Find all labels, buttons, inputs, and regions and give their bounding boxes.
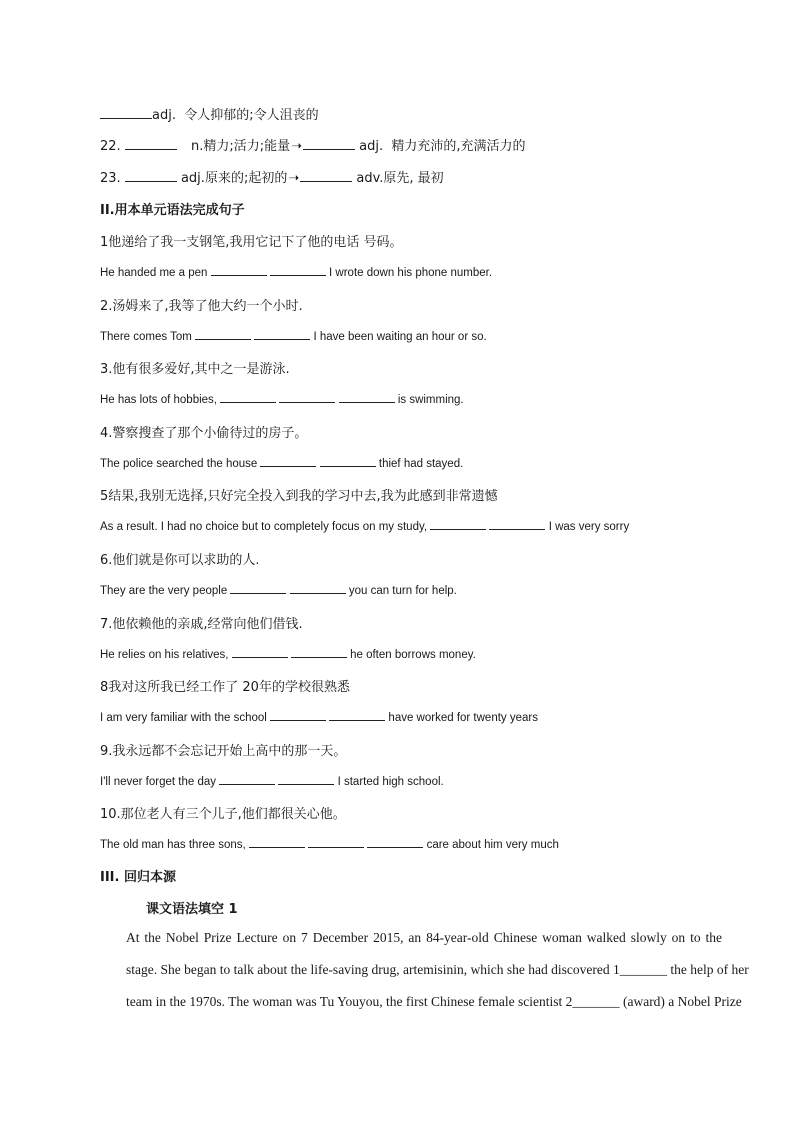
chinese-prompt: 4.警察搜查了那个小偷待过的房子。 [100,425,308,441]
sentence-end: thief had stayed. [378,457,464,470]
answer-blank[interactable] [220,390,276,403]
sentence-end: he often borrows money. [350,648,476,661]
answer-blank[interactable] [254,327,310,340]
sentence-start: The old man has three sons, [100,839,246,852]
item-number: 22. [100,139,121,154]
english-sentence [100,581,457,597]
english-sentence [100,708,538,724]
sentence-start: They are the very people [100,585,228,597]
part-of-speech: adj. [180,171,205,186]
english-sentence [100,835,559,851]
vocab-meaning: 原先, 最初 [383,171,444,186]
answer-blank[interactable] [219,772,275,785]
chinese-prompt: 3.他有很多爱好,其中之一是游泳. [100,362,290,378]
english-sentence [100,517,629,533]
arrow-right-icon: ➝ [291,139,303,154]
answer-blank[interactable] [367,835,423,848]
chinese-prompt: 7.他依赖他的亲戚,经常向他们借钱. [100,616,303,632]
answer-blank[interactable] [278,772,334,785]
sentence-end: care about him very much [426,839,559,852]
sentence-end: I wrote down his phone number. [329,267,493,279]
chinese-prompt: 10.那位老人有三个儿子,他们都很关心他。 [100,807,346,823]
answer-blank[interactable] [195,327,251,340]
arrow-right-icon: ➝ [288,171,300,186]
answer-blank[interactable] [279,390,335,403]
english-sentence [100,263,492,279]
sentence-end: is swimming. [397,394,464,407]
chinese-prompt: 6.他们就是你可以求助的人. [100,553,260,568]
vocab-line-22 [100,135,526,154]
part-of-speech: n. [190,139,204,154]
section-heading-review: III. 回归本源 [100,870,176,885]
answer-blank[interactable] [320,454,376,467]
part-of-speech: adv. [356,171,384,186]
sentence-end: have worked for twenty years [388,712,538,725]
answer-blank[interactable] [303,137,355,150]
part-of-speech: adj. [359,139,384,154]
sentence-end: I have been waiting an hour or so. [313,330,487,343]
item-number: 23. [100,171,121,186]
chinese-prompt: 1他递给了我一支钢笔,我用它记下了他的电话 号码。 [100,235,403,250]
answer-blank[interactable] [249,835,305,848]
vocab-meaning: 精力充沛的,充满活力的 [391,139,526,154]
answer-blank[interactable] [270,263,326,276]
vocab-line-23 [100,167,444,186]
answer-blank[interactable] [329,708,385,721]
sentence-start: There comes Tom [100,330,192,343]
answer-blank[interactable] [125,137,177,150]
chinese-prompt: 8我对这所我已经工作了 20年的学校很熟悉 [100,680,350,696]
answer-blank[interactable] [291,645,347,658]
sentence-start: He relies on his relatives, [100,648,229,661]
answer-blank[interactable] [232,645,288,658]
vocab-meaning: 原来的;起初的 [204,171,288,186]
answer-blank[interactable] [100,106,152,119]
answer-blank[interactable] [430,517,486,530]
section-heading-grammar: II.用本单元语法完成句子 [100,203,245,218]
answer-blank[interactable] [125,169,177,182]
sentence-start: The police searched the house [100,457,258,470]
sentence-start: He has lots of hobbies, [100,394,217,407]
answer-blank[interactable] [489,517,545,530]
chinese-prompt: 5结果,我别无选择,只好完全投入到我的学习中去,我为此感到非常遗憾 [100,489,498,505]
reading-passage [100,922,749,1018]
chinese-prompt: 9.我永远都不会忘记开始上高中的那一天。 [100,743,347,759]
english-sentence [100,390,464,406]
vocab-meaning: 精力;活力;能量 [203,139,291,154]
answer-blank[interactable] [339,390,395,403]
part-of-speech: adj. [152,108,176,123]
passage-line: stage. She began to talk about the life-saving drug, artemisinin, which she had discovered 1_______ the help of her [126,962,749,977]
answer-blank[interactable] [290,581,346,594]
sentence-start: As a result. I had no choice but to completely focus on my study, [100,521,428,534]
passage-line: At the Nobel Prize Lecture on 7 December 2015, an 84-year-old Chinese woman walked slowly on to the [126,930,722,945]
sentence-end: I was very sorry [548,521,630,534]
sentence-start: I'll never forget the day [100,775,216,788]
vocab-meaning: 令人抑郁的;令人沮丧的 [184,108,319,123]
english-sentence [100,454,463,470]
answer-blank[interactable] [270,708,326,721]
english-sentence [100,772,444,788]
answer-blank[interactable] [300,169,352,182]
answer-blank[interactable] [211,263,267,276]
english-sentence [100,327,487,343]
sentence-end: you can turn for help. [348,585,457,597]
sentence-end: I started high school. [337,775,444,788]
answer-blank[interactable] [308,835,364,848]
answer-blank[interactable] [230,581,286,594]
vocab-line-21 [100,104,319,123]
answer-blank[interactable] [260,454,316,467]
sentence-start: He handed me a pen [100,267,208,279]
exercise-subtitle: 课文语法填空 1 [146,902,238,917]
sentence-start: I am very familiar with the school [100,712,267,725]
english-sentence [100,645,476,661]
chinese-prompt: 2.汤姆来了,我等了他大约一个小时. [100,298,303,314]
passage-line: team in the 1970s. The woman was Tu Youyou, the first Chinese female scientist 2_______ (award) a Nobel Prize [126,994,742,1009]
